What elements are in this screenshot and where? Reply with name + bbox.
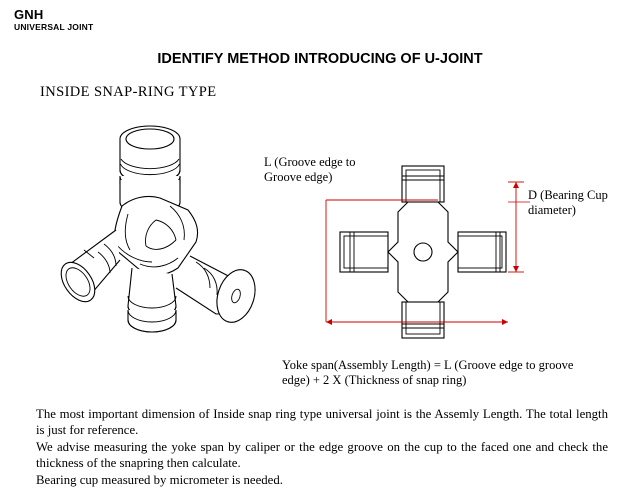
brand-name: GNH <box>14 7 44 22</box>
diameter-label: D (Bearing Cup diameter) <box>528 188 608 217</box>
note-line-3: Bearing cup measured by micrometer is needed. <box>36 472 283 487</box>
note-line-1: The most important dimension of Inside snap ring type universal joint is the Assemly Length. The total length is just for reference. <box>36 407 608 438</box>
section-title: INSIDE SNAP-RING TYPE <box>40 84 217 100</box>
brand-block <box>14 8 93 33</box>
brand-subtitle: UNIVERSAL JOINT <box>14 22 94 32</box>
note-line-2: We advise measuring the yoke span by caliper or the edge groove on the cup to the faced one and check the thickness of the snapring then calculate. <box>36 439 608 471</box>
length-label: L (Groove edge to Groove edge) <box>264 155 356 184</box>
yoke-span-label: Yoke span(Assembly Length) = L (Groove edge to groove edge) + 2 X (Thickness of snap ring) <box>282 358 574 387</box>
notes-block <box>36 406 608 488</box>
page-title: IDENTIFY METHOD INTRODUCING OF U-JOINT <box>157 51 483 67</box>
ujoint-isometric-drawing <box>20 110 290 360</box>
